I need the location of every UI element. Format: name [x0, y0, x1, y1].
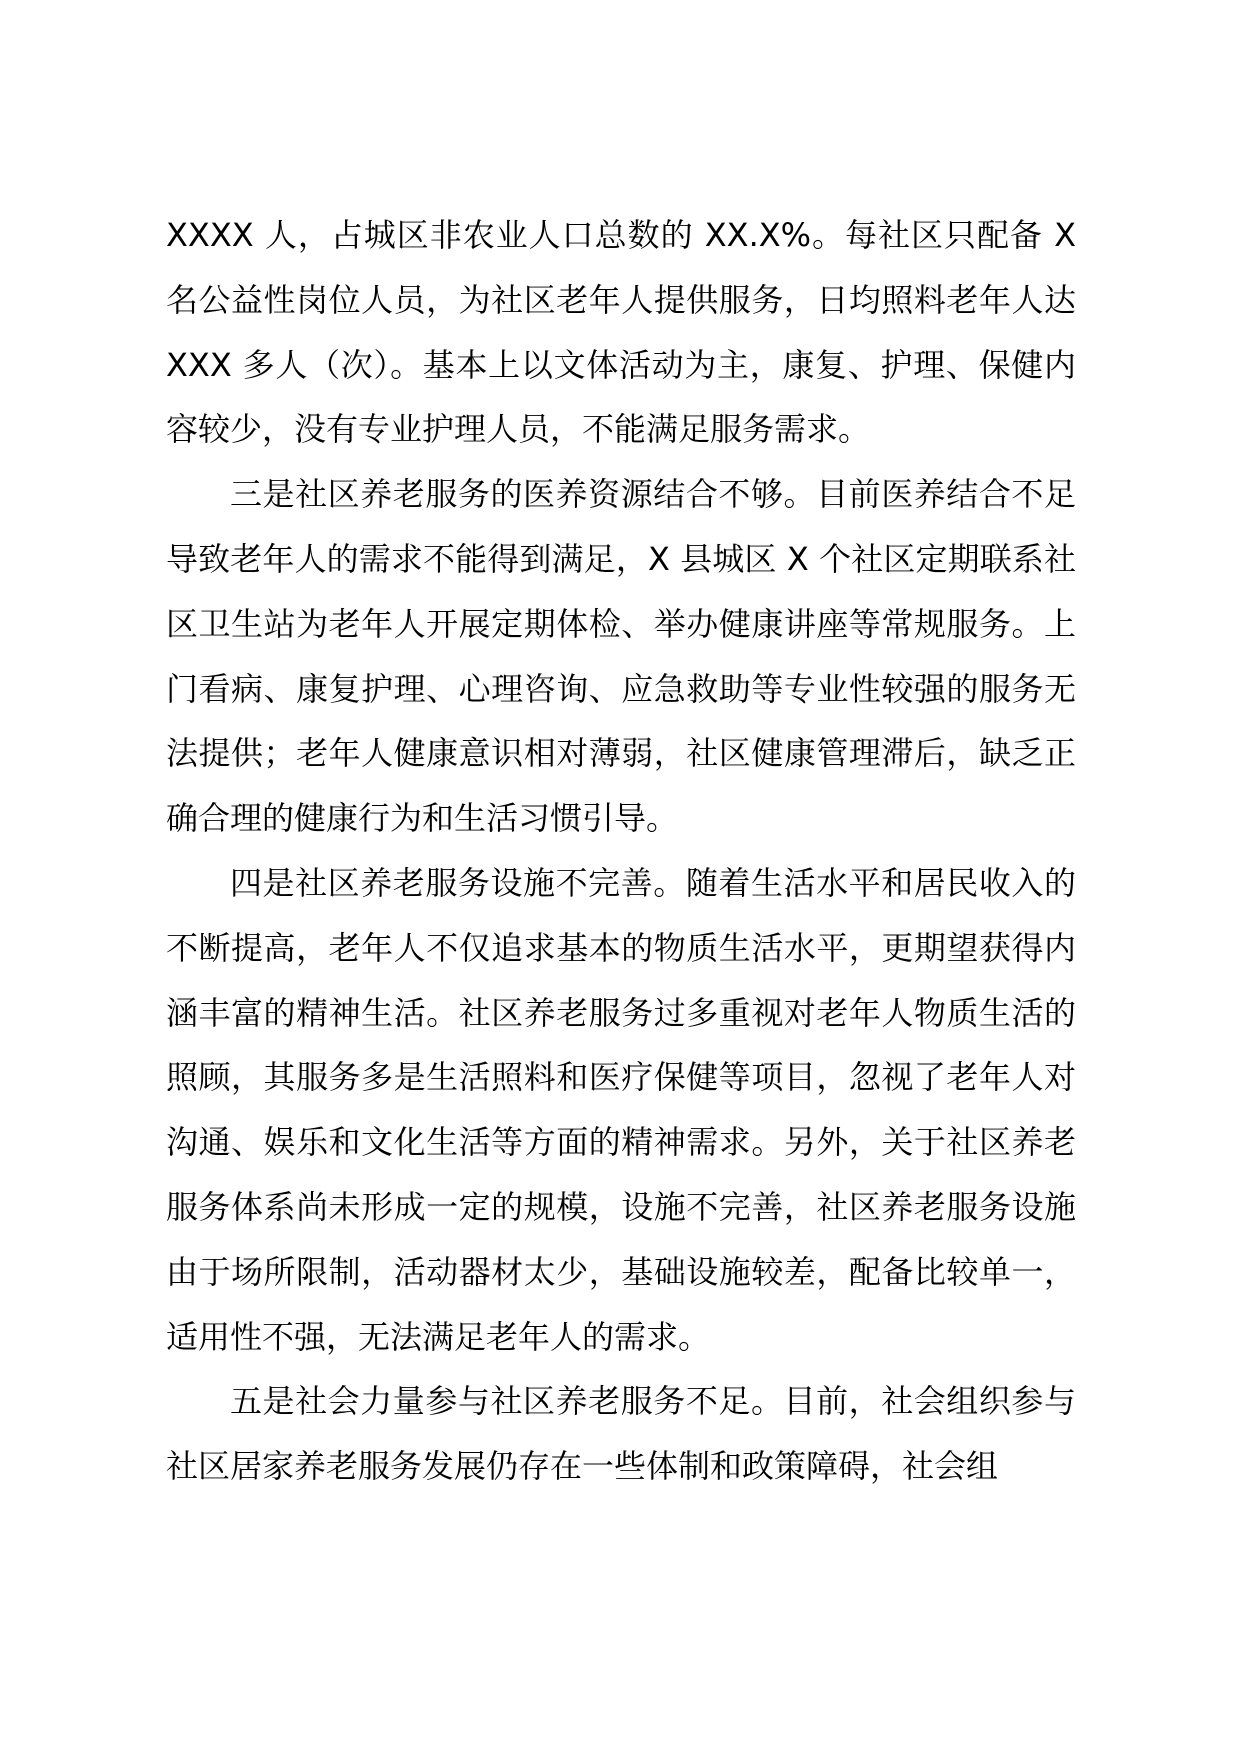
paragraph-item-three: 三是社区养老服务的医养资源结合不够。目前医养结合不足导致老年人的需求不能得到满足，X 县城区 X 个社区定期联系社区卫生站为老年人开展定期体检、举办健康讲座等常规服务。上门看病、康复护理、心理咨询、应急救助等专业性较强的服务无法提供；老年人健康意识相对薄弱，社区健康管理滞后，缺乏正确合理的健康行为和生活习惯引导。: [166, 475, 1076, 838]
paragraph-item-four: 四是社区养老服务设施不完善。随着生活水平和居民收入的不断提高，老年人不仅追求基本的物质生活水平，更期望获得内涵丰富的精神生活。社区养老服务过多重视对老年人物质生活的照顾，其服务多是生活照料和医疗保健等项目，忽视了老年人对沟通、娱乐和文化生活等方面的精神需求。另外，关于社区养老服务体系尚未形成一定的规模，设施不完善，社区养老服务设施由于场所限制，活动器材太少，基础设施较差，配备比较单一，适用性不强，无法满足老年人的需求。: [166, 863, 1076, 1356]
paragraph-item-five: 五是社会力量参与社区养老服务不足。目前，社会组织参与社区居家养老服务发展仍存在一些体制和政策障碍，社会组: [166, 1382, 1076, 1486]
body-text: [166, 203, 1076, 1499]
paragraph-continuation: XXXX 人，占城区非农业人口总数的 XX.X%。每社区只配备 X 名公益性岗位人员，为社区老年人提供服务，日均照料老年人达 XXX 多人（次）。基本上以文体活动为主，康复、护理、保健内容较少，没有专业护理人员，不能满足服务需求。: [166, 216, 1076, 449]
